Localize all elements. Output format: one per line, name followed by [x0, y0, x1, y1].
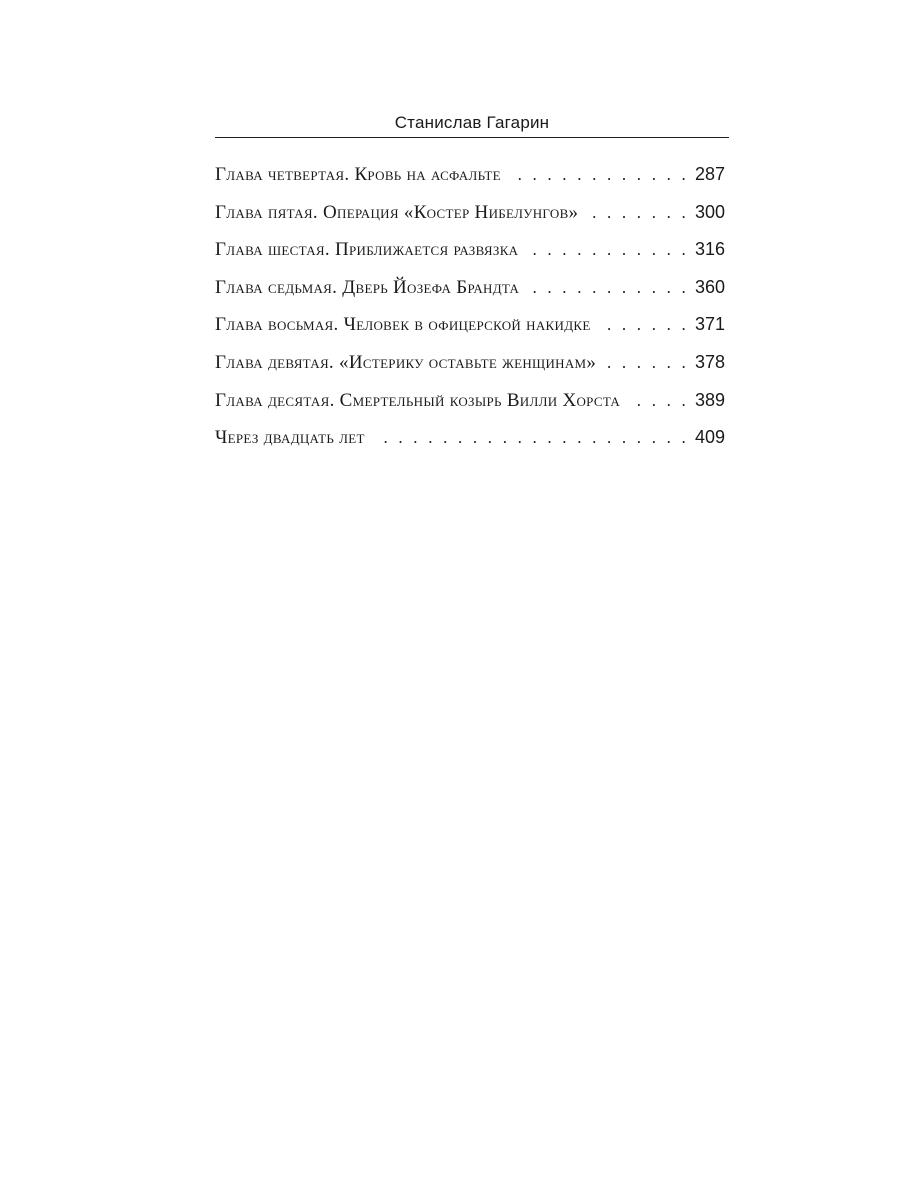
toc-entry-page: 389 [694, 389, 725, 410]
toc-entry-page: 378 [694, 351, 725, 372]
toc-entry-page: 360 [694, 276, 725, 297]
header-rule [215, 137, 729, 138]
toc-entry[interactable] [215, 274, 725, 312]
toc-entry[interactable] [215, 199, 725, 237]
toc-entry-title: Глава восьмая. Человек в офицерской накидке [215, 314, 591, 336]
toc-entry-title: Глава седьмая. Дверь Йозефа Брандта [215, 276, 520, 298]
toc-dot-leader [599, 312, 689, 338]
toc-entry-title: Через двадцать лет [215, 427, 365, 449]
toc-entry-title: Глава пятая. Операция «Костер Нибелунгов» [215, 201, 579, 223]
toc-entry[interactable] [215, 311, 725, 349]
toc-entry-title: Глава шестая. Приближается развязка [215, 239, 519, 261]
toc-entry[interactable] [215, 424, 725, 462]
toc-entry[interactable] [215, 161, 725, 199]
toc-entry-page: 409 [694, 427, 725, 448]
toc-entry-page: 316 [694, 239, 725, 260]
toc-entry-page: 371 [694, 314, 725, 335]
toc-dot-leader [373, 425, 689, 451]
toc-entry-page: 287 [694, 164, 725, 184]
toc-dot-leader [527, 275, 689, 301]
toc-dot-leader [604, 350, 689, 376]
toc-dot-leader [628, 388, 689, 414]
toc-dot-leader [586, 200, 689, 226]
table-of-contents [215, 161, 725, 462]
toc-entry[interactable] [215, 387, 725, 425]
running-head: Станислав Гагарин [394, 113, 550, 132]
toc-entry-title: Глава десятая. Смертельный козырь Вилли Хорста [215, 389, 621, 411]
toc-entry[interactable] [215, 236, 725, 274]
toc-entry[interactable] [215, 349, 725, 387]
toc-dot-leader [526, 237, 689, 263]
toc-dot-leader [509, 162, 689, 188]
toc-entry-title: Глава четвертая. Кровь на асфальте [215, 164, 501, 185]
toc-entry-page: 300 [694, 201, 725, 222]
toc-entry-title: Глава девятая. «Истерику оставьте женщинам» [215, 351, 597, 373]
